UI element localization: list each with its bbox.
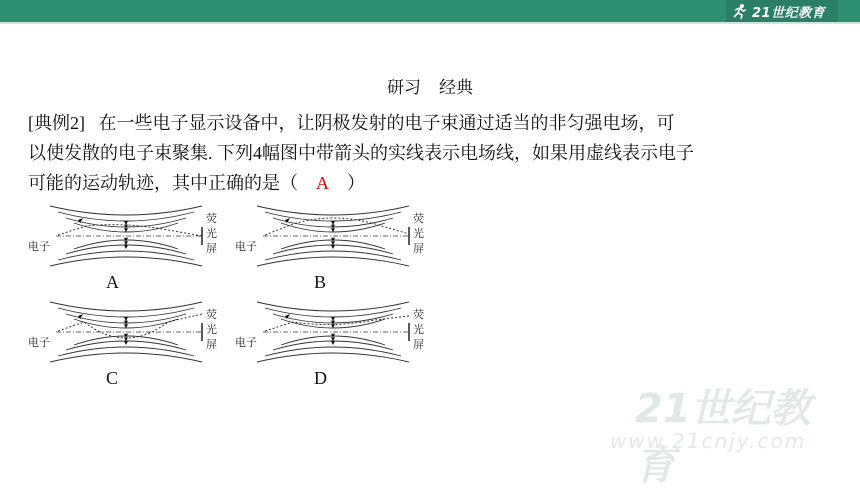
watermark [540, 371, 840, 489]
heading-part-1: 研习 [387, 78, 421, 98]
screen-label-char: 屏 [206, 242, 217, 255]
electron-label: 电子 [28, 240, 50, 253]
brand-name: 21世纪教育 [752, 6, 826, 21]
screen-label-char: 屏 [413, 242, 424, 255]
answer-value: A [316, 173, 329, 193]
field-arrow [331, 245, 335, 249]
figure-a [28, 210, 220, 262]
screen-label-char: 光 [206, 227, 217, 240]
field-arrow [331, 221, 335, 225]
field-line [265, 347, 401, 356]
field-line [257, 353, 409, 362]
question-line-1-text: 在一些电子显示设备中，让阴极发射的电子束通过适当的非匀强电场，可 [98, 113, 675, 133]
figure-c [28, 306, 220, 358]
screen-label-char: 光 [413, 323, 424, 336]
figure-b [235, 210, 427, 262]
field-arrow [331, 341, 335, 345]
figure-a-label: A [106, 272, 119, 292]
field-line [50, 302, 202, 311]
figure-a-diagram [28, 210, 220, 262]
header-divider [0, 22, 860, 24]
electron-label: 电子 [235, 336, 257, 349]
field-line [58, 212, 194, 221]
screen-label-char: 荧 [413, 212, 424, 225]
figure-c-label: C [106, 368, 119, 388]
screen-label-char: 荧 [413, 308, 424, 321]
field-line [50, 206, 202, 215]
heading-part-2: 经典 [439, 78, 473, 98]
figure-b-label: B [314, 272, 327, 292]
screen-label-char: 荧 [206, 308, 217, 321]
screen-label-char: 光 [206, 323, 217, 336]
field-line [50, 257, 202, 266]
field-arrow [124, 341, 128, 345]
brand-logo [726, 0, 838, 22]
field-line [50, 353, 202, 362]
screen-label-char: 荧 [206, 212, 217, 225]
field-line [257, 206, 409, 215]
field-line [265, 212, 401, 221]
field-line [265, 308, 401, 317]
screen-label-char: 屏 [206, 338, 217, 351]
figure-c-diagram [28, 306, 220, 358]
figure-b-diagram [235, 210, 427, 262]
field-line [265, 251, 401, 260]
runner-icon [732, 3, 748, 19]
screen-label-char: 光 [413, 227, 424, 240]
figure-d-label: D [314, 368, 327, 388]
field-arrow [124, 317, 128, 321]
watermark-text: 21世纪教育 [635, 386, 811, 489]
question-line-1 [28, 108, 828, 138]
figure-d-diagram [235, 306, 427, 358]
question-line-3-close: ） [347, 173, 365, 193]
question-line-2: 以使发散的电子束聚集. 下列4幅图中带箭头的实线表示电场线，如果用虚线表示电子 [28, 143, 694, 163]
section-heading [0, 73, 860, 98]
field-line [257, 257, 409, 266]
electron-trajectory [58, 225, 202, 236]
question-line-3 [28, 168, 828, 198]
electron-label: 电子 [235, 240, 257, 253]
question-line-3-text: 可能的运动轨迹，其中正确的是（ [28, 173, 298, 193]
screen-label-char: 屏 [413, 338, 424, 351]
field-line [58, 308, 194, 317]
watermark-url: www.21cnjy.com [610, 429, 807, 453]
figure-d [235, 306, 427, 358]
field-line [58, 251, 194, 260]
question-tag: [典例2] [28, 113, 85, 133]
field-arrow [124, 221, 128, 225]
field-arrow [124, 245, 128, 249]
field-line [58, 347, 194, 356]
electron-label: 电子 [28, 336, 50, 349]
field-line [257, 302, 409, 311]
question-text [28, 108, 828, 198]
field-arrow [331, 317, 335, 321]
